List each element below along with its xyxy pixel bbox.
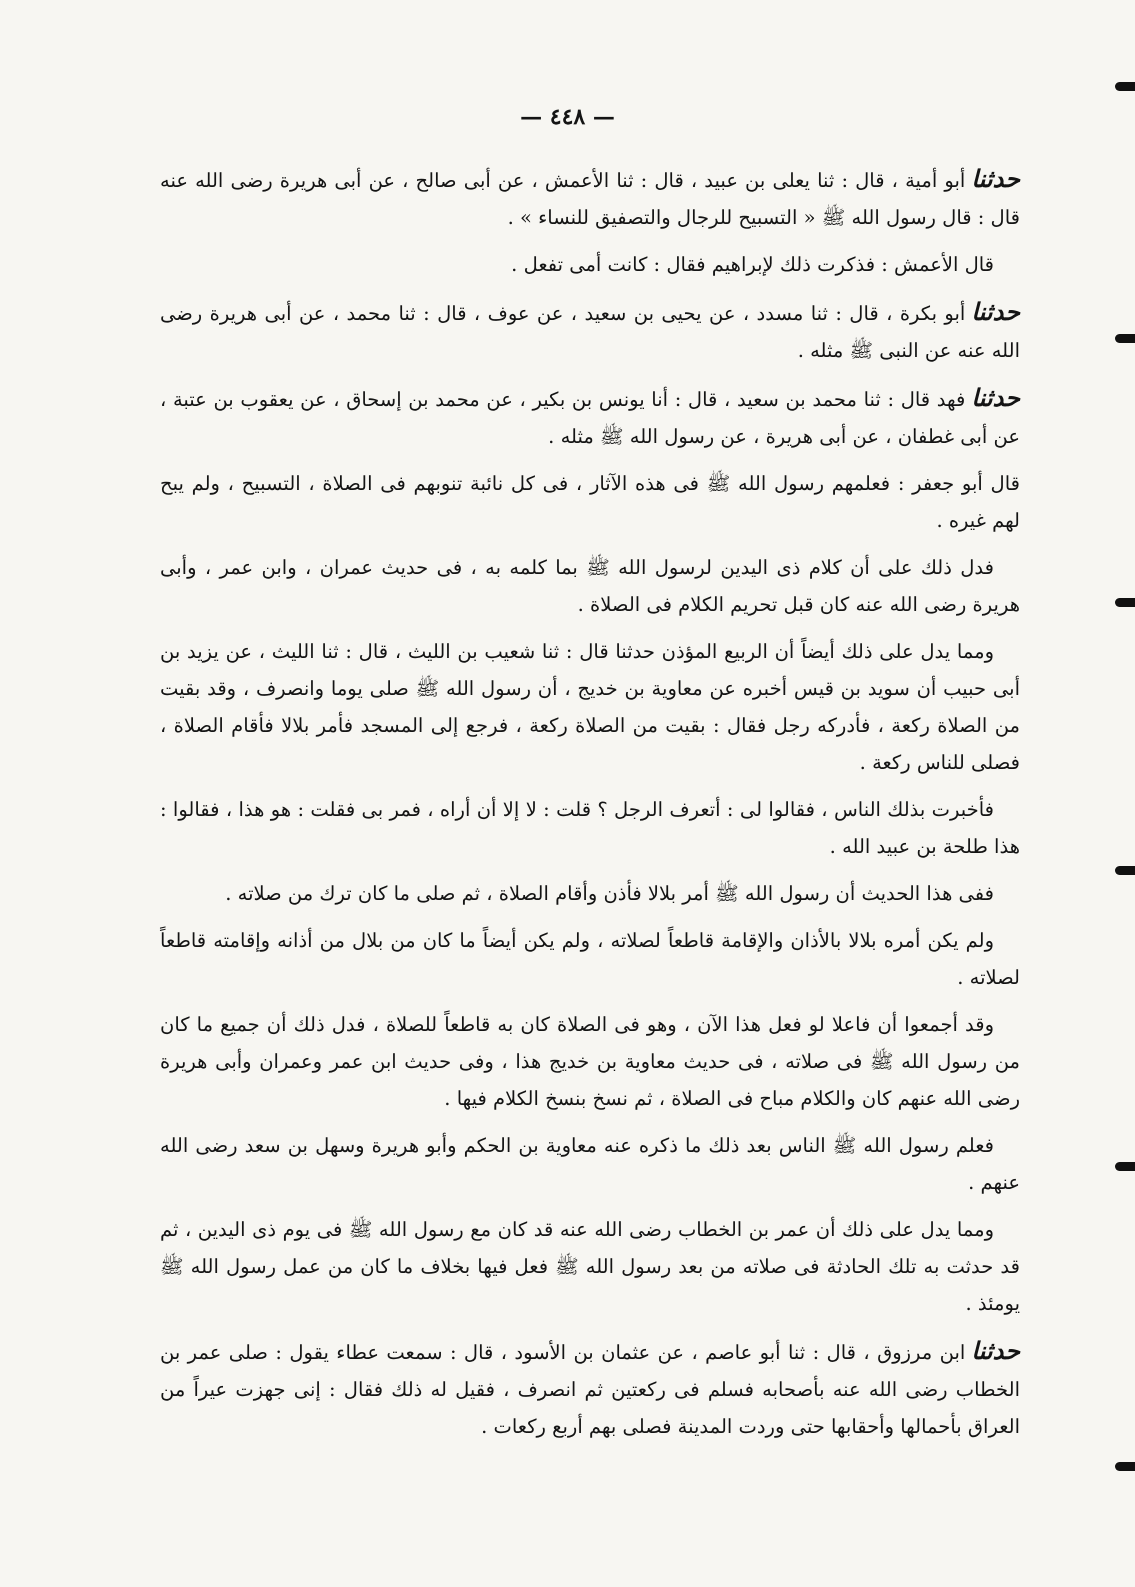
scan-edge-mark — [1115, 1462, 1135, 1471]
paragraph-text: فعلم رسول الله ﷺ الناس بعد ذلك ما ذكره عنه معاوية بن الحكم وأبو هريرة وسهل بن سعد رضى الله عنهم . — [160, 1134, 1020, 1194]
paragraph-1 — [160, 160, 1020, 236]
paragraph-text: قال أبو جعفر : فعلمهم رسول الله ﷺ فى هذه الآثار ، فى كل نائبة تنوبهم فى الصلاة ، التسبيح ، ولم يبح لهم غيره . — [160, 472, 1020, 532]
paragraph-8 — [160, 791, 1020, 865]
paragraph-text: فدل ذلك على أن كلام ذى اليدين لرسول الله ﷺ بما كلمه به ، فى حديث عمران ، وابن عمر ، وأبى هريرة رضى الله عنه كان قبل تحريم الكلام فى الصلاة . — [160, 556, 1020, 616]
paragraph-text: قال الأعمش : فذكرت ذلك لإبراهيم فقال : كانت أمى تفعل . — [511, 253, 994, 276]
paragraph-4 — [160, 379, 1020, 455]
paragraph-text: فأخبرت بذلك الناس ، فقالوا لى : أتعرف الرجل ؟ قلت : لا إلا أن أراه ، فمر بى فقلت : هو هذا ، فقالوا : هذا طلحة بن عبيد الله . — [160, 798, 1020, 858]
paragraph-5 — [160, 465, 1020, 539]
paragraph-text: أبو بكرة ، قال : ثنا مسدد ، عن يحيى بن سعيد ، عن عوف ، قال : ثنا محمد ، عن أبى هريرة رضى الله عنه عن النبى ﷺ مثله . — [160, 302, 1020, 362]
paragraph-13 — [160, 1211, 1020, 1322]
paragraph-text: ومما يدل على ذلك أيضاً أن الربيع المؤذن حدثنا قال : ثنا شعيب بن الليث ، قال : ثنا الليث ، عن يزيد بن أبى حبيب أن سويد بن قيس أخبره عن معاوية بن خديج ، أن رسول الله ﷺ صلى يوما وانصرف ، وقد بقيت من الصلاة ركعة ، فأدركه رجل فقال : بقيت من الصلاة ركعة ، فرجع إلى المسجد فأمر بلالا فأقام الصلاة ، فصلى للناس ركعة . — [160, 640, 1020, 774]
scan-edge-mark — [1115, 334, 1135, 343]
paragraph-7 — [160, 633, 1020, 781]
paragraph-text: ففى هذا الحديث أن رسول الله ﷺ أمر بلالا فأذن وأقام الصلاة ، ثم صلى ما كان ترك من صلاته . — [225, 882, 994, 905]
scan-edge-mark — [1115, 1162, 1135, 1171]
paragraph-text: ابن مرزوق ، قال : ثنا أبو عاصم ، عن عثمان بن الأسود ، قال : سمعت عطاء يقول : صلى عمر بن الخطاب رضى الله عنه بأصحابه فسلم فى ركعتين ثم انصرف ، فقيل له ذلك فقال : إنى جهزت عيراً من العراق بأحمالها وأحقابها حتى وردت المدينة فصلى بهم أربع ركعات . — [160, 1341, 1020, 1438]
paragraph-10 — [160, 922, 1020, 996]
paragraph-text: وقد أجمعوا أن فاعلا لو فعل هذا الآن ، وهو فى الصلاة كان به قاطعاً للصلاة ، فدل ذلك أن جميع ما كان من رسول الله ﷺ فى صلاته ، فى حديث معاوية بن خديج هذا ، وفى حديث ابن عمر وعمران وأبى هريرة رضى الله عنهم كان والكلام مباح فى الصلاة ، ثم نسخ بنسخ الكلام فيها . — [160, 1013, 1020, 1110]
paragraph-14 — [160, 1332, 1020, 1445]
haddathana-lead: حدثنا — [971, 383, 1020, 412]
paragraph-2 — [160, 246, 1020, 283]
paragraph-text: فهد قال : ثنا محمد بن سعيد ، قال : أنا يونس بن بكير ، عن محمد بن إسحاق ، عن يعقوب بن عتبة ، عن أبى غطفان ، عن أبى هريرة ، عن رسول الله ﷺ مثله . — [160, 388, 1020, 448]
haddathana-lead: حدثنا — [971, 164, 1020, 193]
haddathana-lead: حدثنا — [971, 297, 1020, 326]
paragraph-text: أبو أمية ، قال : ثنا يعلى بن عبيد ، قال : ثنا الأعمش ، عن أبى صالح ، عن أبى هريرة رضى الله عنه قال : قال رسول الله ﷺ « التسبيح للرجال والتصفيق للنساء » . — [160, 169, 1020, 229]
paragraph-11 — [160, 1006, 1020, 1117]
paragraph-9 — [160, 875, 1020, 912]
paragraph-6 — [160, 549, 1020, 623]
haddathana-lead: حدثنا — [971, 1336, 1020, 1365]
scan-edge-mark — [1115, 82, 1135, 91]
scan-edge-mark — [1115, 866, 1135, 875]
paragraph-text: ومما يدل على ذلك أن عمر بن الخطاب رضى الله عنه قد كان مع رسول الله ﷺ فى يوم ذى اليدين ، ثم قد حدثت به تلك الحادثة فى صلاته من بعد رسول الله ﷺ فعل فيها بخلاف ما كان من عمل رسول الله ﷺ يومئذ . — [160, 1218, 1020, 1315]
scan-edge-mark — [1115, 598, 1135, 607]
page-body — [160, 160, 1020, 1455]
paragraph-3 — [160, 293, 1020, 369]
page-number: — ٤٤٨ — — [520, 104, 615, 130]
paragraph-12 — [160, 1127, 1020, 1201]
paragraph-text: ولم يكن أمره بلالا بالأذان والإقامة قاطعاً لصلاته ، ولم يكن أيضاً ما كان من بلال من أذانه وإقامته قاطعاً لصلاته . — [160, 929, 1020, 989]
